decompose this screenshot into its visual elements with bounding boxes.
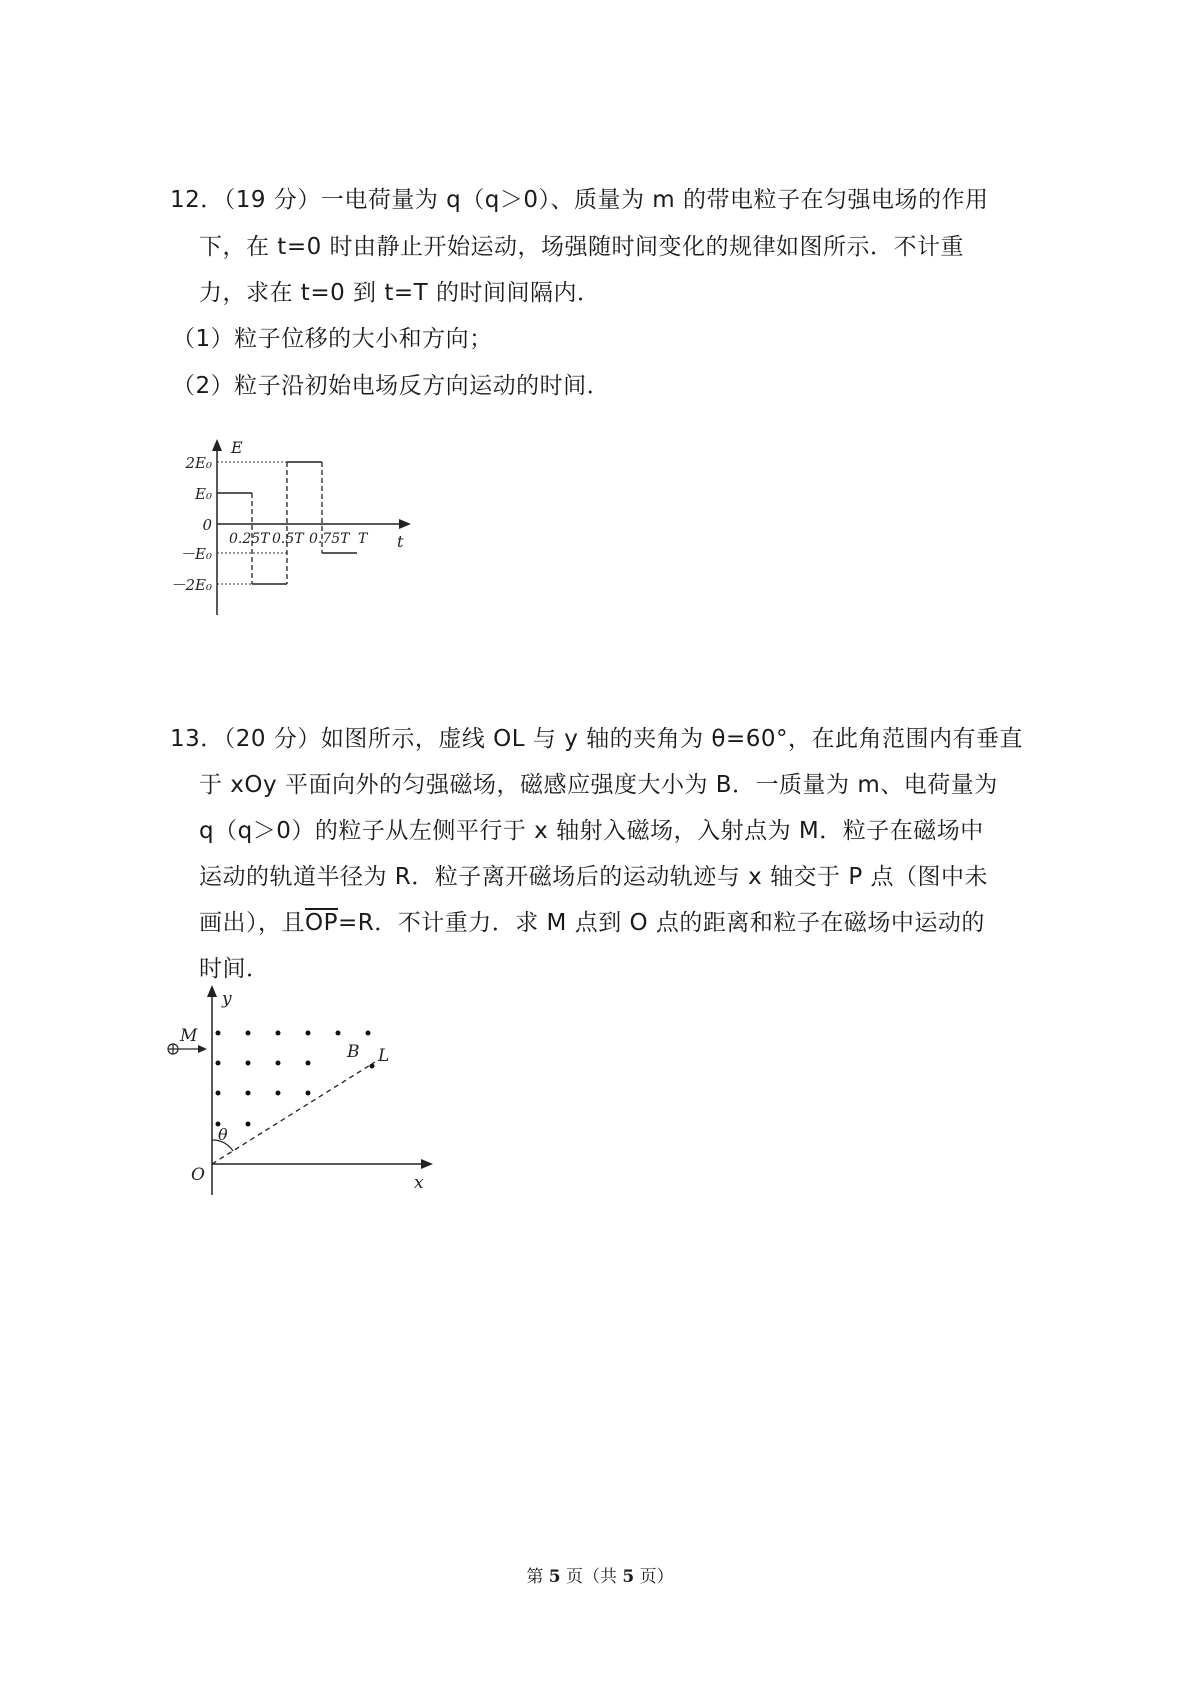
q12-y-axis-label: E — [231, 438, 243, 457]
q13-label-o: O — [191, 1165, 205, 1185]
q13-field-diagram — [165, 980, 445, 1215]
q13-label-x: x — [414, 1173, 424, 1193]
q12-x-axis-label: t — [397, 532, 404, 551]
q13-line-4: 运动的轨道半径为 R．粒子离开磁场后的运动轨迹与 x 轴交于 P 点（图中未 — [199, 864, 989, 890]
q12-e-t-graph — [165, 435, 425, 625]
page-footer — [0, 1565, 1200, 1589]
field-dot — [370, 1064, 375, 1069]
q12-line-3: 力，求在 t=0 到 t=T 的时间间隔内． — [199, 280, 601, 306]
field-dot — [306, 1061, 311, 1066]
field-dot — [276, 1091, 281, 1096]
q12-tick-e0: E₀ — [195, 485, 212, 503]
field-dot — [246, 1031, 251, 1036]
q13-boundary-ol — [212, 1062, 375, 1164]
field-dot — [276, 1031, 281, 1036]
field-dot — [216, 1091, 221, 1096]
q13-label-theta: θ — [218, 1125, 228, 1144]
footer-middle: 页（共 — [566, 1567, 617, 1587]
q12-tick-05t: 0.5T — [272, 531, 304, 547]
field-dot — [216, 1031, 221, 1036]
q13-op-segment: $\overline{OP}$ — [305, 910, 338, 936]
q13-label-m: M — [180, 1026, 198, 1046]
q12-subquestion-1: （1）粒子位移的大小和方向； — [172, 326, 493, 352]
q12-tick-025t: 0.25T — [229, 531, 270, 547]
q13-line-5-part-a: 画出），且 — [199, 910, 305, 936]
q13-x-axis-arrow — [421, 1159, 433, 1169]
q13-label-y: y — [222, 989, 232, 1009]
q13-line-1: 13．（20 分）如图所示，虚线 OL 与 y 轴的夹角为 θ=60°，在此角范围内有垂直 — [170, 726, 1024, 752]
footer-total-pages: 5 — [622, 1567, 635, 1587]
q12-tick-t: T — [358, 531, 368, 547]
q13-line-5 — [199, 908, 985, 938]
q12-tick-neg-2e0: －2E₀ — [170, 576, 212, 594]
q13-label-l: L — [378, 1046, 390, 1066]
field-dot — [306, 1031, 311, 1036]
q12-tick-neg-e0: －E₀ — [180, 545, 212, 563]
field-dot — [216, 1061, 221, 1066]
q12-x-axis-arrow — [399, 519, 411, 529]
q13-line-3: q（q＞0）的粒子从左侧平行于 x 轴射入磁场，入射点为 M．粒子在磁场中 — [199, 818, 984, 844]
field-dot — [306, 1091, 311, 1096]
q13-line-5-part-b: =R．不计重力．求 M 点到 O 点的距离和粒子在磁场中运动的 — [337, 910, 985, 936]
q12-subquestion-2: （2）粒子沿初始电场反方向运动的时间． — [172, 373, 611, 399]
q12-line-1: 12．（19 分）一电荷量为 q（q＞0）、质量为 m 的带电粒子在匀强电场的作用 — [170, 187, 989, 213]
field-dot — [246, 1091, 251, 1096]
footer-suffix: 页） — [639, 1567, 674, 1587]
q12-tick-zero: 0 — [202, 516, 212, 534]
field-dot — [246, 1061, 251, 1066]
q12-line-2: 下，在 t=0 时由静止开始运动，场强随时间变化的规律如图所示．不计重 — [199, 234, 965, 260]
q12-tick-075t: 0.75T — [309, 531, 350, 547]
field-dot — [336, 1031, 341, 1036]
footer-prefix: 第 — [526, 1567, 544, 1587]
field-dot — [366, 1031, 371, 1036]
field-dot — [246, 1122, 251, 1127]
q12-tick-2e0: 2E₀ — [185, 454, 212, 472]
footer-page-number: 5 — [548, 1567, 561, 1587]
q13-line-2: 于 xOy 平面向外的匀强磁场，磁感应强度大小为 B．一质量为 m、电荷量为 — [199, 772, 998, 798]
field-dot — [276, 1061, 281, 1066]
q12-y-axis-arrow — [212, 439, 222, 451]
q13-line-6: 时间． — [199, 956, 270, 982]
q13-label-b: B — [347, 1042, 360, 1062]
q13-y-axis-arrow — [207, 985, 217, 997]
